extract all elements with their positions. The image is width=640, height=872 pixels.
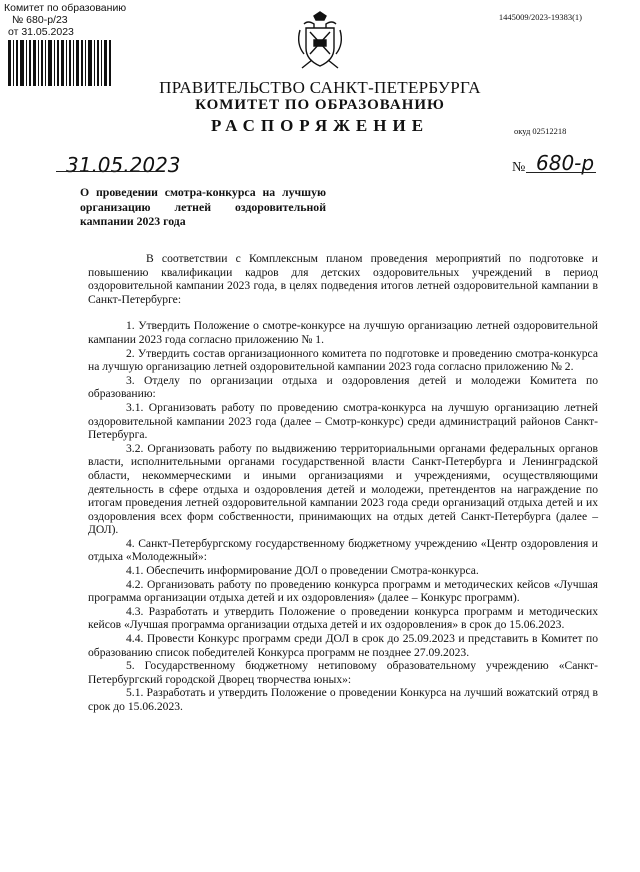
body-paragraph: 3.1. Организовать работу по проведению смотра-конкурса на лучшую организацию летней оздоровительной кампании 2023 года (далее – Смотр-конкурс) среди администраций районов Санкт-Петербурга. (88, 400, 598, 442)
body-paragraph: 4.4. Провести Конкурс программ среди ДОЛ в срок до 25.09.2023 и представить в Комитет по образованию список победителей Конкурса программ не позднее 27.09.2023. (88, 632, 598, 659)
handwritten-number: 680-р (536, 151, 595, 175)
body-paragraph: 3. Отделу по организации отдыха и оздоровления детей и молодежи Комитета по образованию: (88, 373, 598, 401)
body-paragraph: 4.3. Разработать и утвердить Положение о проведении конкурса программ и методических кейсов «Лучшая программа организации отдыха детей и их оздоровления» в срок до 15.06.2023. (88, 604, 598, 632)
body-paragraph: 3.2. Организовать работу по выдвижению территориальными органами федеральных органов власти, исполнительными органами государственной власти Санкт-Петербурга и Ленинградской области, некоммерческими и иными организациями и учреждениями, осуществляющими деятельность в сфере отдыха и оздоровления детей и молодежи, претендентов на награждение по итогам проведения летней оздоровительной кампании 2023 года среди организаций отдыха детей и их оздоровления всех форм собственности, принимающих на отдых детей Санкт-Петербурга (далее – ДОЛ). (88, 441, 598, 537)
document-type-title: РАСПОРЯЖЕНИЕ (210, 116, 430, 135)
stamp-line-number: № 680-р/23 (12, 14, 68, 26)
handwritten-date: 31.05.2023 (66, 153, 181, 177)
okud-code: окуд 02512218 (514, 126, 567, 136)
body-paragraph: 5. Государственному бюджетному нетиповому образовательному учреждению «Санкт-Петербургский городской Дворец творчества юных»: (88, 659, 598, 686)
number-underline (526, 172, 596, 173)
body-paragraph: 5.1. Разработать и утвердить Положение о проведении Конкурса на лучший вожатский отряд в срок до 15.06.2023. (88, 686, 598, 713)
body-paragraph: 2. Утвердить состав организационного комитета по подготовке и проведению смотра-конкурса на лучшую организацию летней оздоровительной кампании 2023 года согласно приложению № 2. (88, 346, 598, 374)
body-paragraph: 1. Утвердить Положение о смотре-конкурсе на лучшую организацию летней оздоровительной кампании 2023 года согласно приложению № 1. (88, 319, 598, 346)
government-title: ПРАВИТЕЛЬСТВО САНКТ-ПЕТЕРБУРГА (159, 78, 481, 97)
committee-title: КОМИТЕТ ПО ОБРАЗОВАНИЮ (195, 97, 445, 113)
coat-of-arms-emblem (294, 10, 346, 70)
preamble-paragraph: В соответствии с Комплексным планом проведения мероприятий по подготовке и повышению квалификации кадров для детских оздоровительных учреждений в период оздоровительной кампании 2023 года, в целях подведения итогов летней оздоровительной кампании в Санкт-Петербурге: (88, 252, 598, 306)
document-id: 1445009/2023-19383(1) (498, 12, 582, 22)
stamp-line-date: от 31.05.2023 (8, 26, 74, 38)
body-paragraph: 4.1. Обеспечить информирование ДОЛ о проведении Смотра-конкурса. (126, 564, 479, 578)
body-paragraph: 4. Санкт-Петербургскому государственному бюджетному учреждению «Центр оздоровления и отдыха «Молодежный»: (88, 536, 598, 564)
date-underline (56, 171, 160, 172)
document-body (88, 252, 598, 714)
body-paragraph: 4.2. Организовать работу по проведению конкурса программ и методических кейсов «Лучшая программа организации отдыха детей и их оздоровления» (далее – Конкурс программ). (88, 577, 598, 605)
stamp-line-organization: Комитет по образованию (4, 2, 127, 14)
registration-stamp (4, 2, 152, 38)
document-subject: О проведении смотра-конкурса на лучшую организацию летней оздоровительной кампании 2023 года (80, 185, 326, 228)
number-label: № (512, 160, 526, 175)
